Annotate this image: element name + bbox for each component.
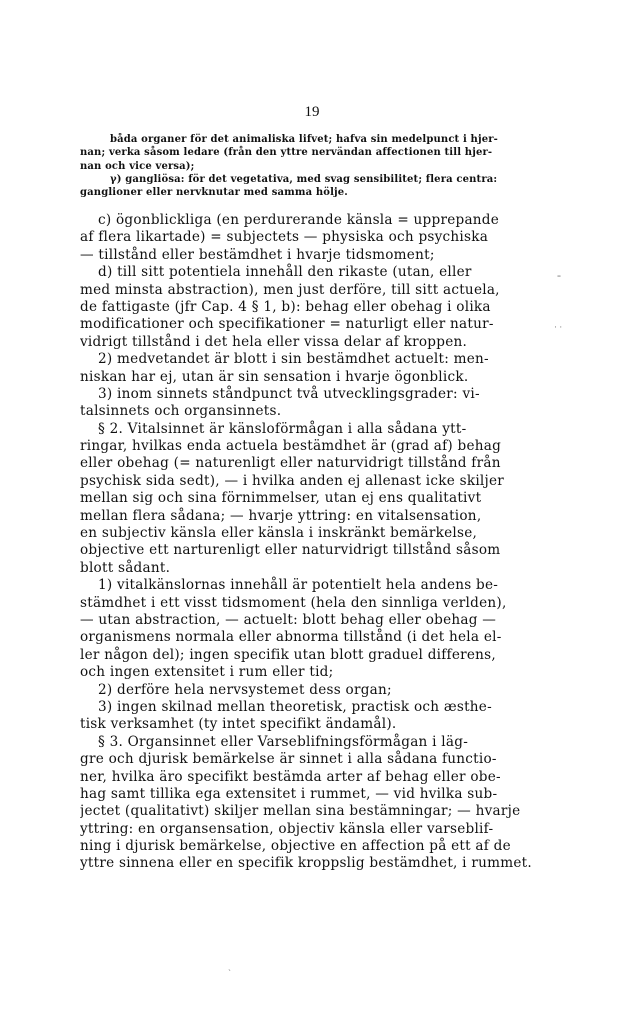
- text-line: gre och djurisk bemärkelse är sinnet i alla sådana functio-: [80, 751, 497, 768]
- footnote-line: nan och vice versa);: [80, 160, 195, 172]
- text-line: och ingen extensitet i rum eller tid;: [80, 664, 334, 681]
- text-line: stämdhet i ett visst tidsmoment (hela den sinnliga verlden),: [80, 594, 507, 611]
- stray-mark: -: [557, 268, 561, 282]
- page-number: 19: [304, 104, 320, 120]
- footnote-line: γ) gangliösa: för det vegetativa, med svag sensibilitet; flera centra:: [110, 173, 498, 185]
- text-line: 1) vitalkänslornas innehåll är potentielt hela andens be-: [98, 577, 499, 594]
- text-line: 2) medvetandet är blott i sin bestämdhet actuelt: men-: [98, 351, 489, 368]
- text-line: eller obehag (= naturenligt eller naturvidrigt tillstånd från: [80, 455, 501, 472]
- text-line: med minsta abstraction), men just derföre, till sitt actuela,: [80, 281, 500, 298]
- body-text: [80, 212, 532, 873]
- text-line: ner, hvilka äro specifikt bestämda arter af behag eller obe-: [80, 768, 501, 785]
- text-line: hag samt tillika ega extensitet i rummet, — vid hvilka sub-: [80, 785, 498, 802]
- text-line: af flera likartade) = subjectets — physiska och psychiska: [80, 229, 489, 246]
- text-line: modificationer och specifikationer = naturligt eller natur-: [80, 316, 494, 333]
- stray-mark: · ·: [554, 322, 563, 332]
- text-line: — utan abstraction, — actuelt: blott behag eller obehag —: [80, 611, 497, 628]
- text-line: vidrigt tillstånd i det hela eller vissa delar af kroppen.: [80, 333, 468, 350]
- text-line: jectet (qualitativt) skiljer mellan sina bestämningar; — hvarje: [80, 803, 521, 820]
- text-line: yttring: en organsensation, objectiv känsla eller varseblif-: [80, 820, 494, 837]
- text-line: ler någon del); ingen specifik utan blott graduel differens,: [80, 646, 496, 663]
- text-line: 3) inom sinnets ståndpunct två utvecklingsgrader: vi-: [98, 385, 480, 402]
- text-line: — tillstånd eller bestämdhet i hvarje tidsmoment;: [80, 246, 435, 263]
- footnote-line: ganglioner eller nervknutar med samma hölje.: [80, 187, 348, 199]
- text-line: organismens normala eller abnorma tillstånd (i det hela el-: [80, 629, 502, 646]
- text-line: ringar, hvilkas enda actuela bestämdhet är (grad af) behag: [80, 438, 502, 455]
- text-line: ning i djurisk bemärkelse, objective en affection på ett af de: [80, 838, 511, 855]
- text-line: de fattigaste (jfr Cap. 4 § 1, b): behag eller obehag i olika: [80, 298, 491, 315]
- text-line: mellan sig och sina förnimmelser, utan ej ens qualitativt: [80, 490, 482, 507]
- text-line: talsinnets och organsinnets.: [80, 403, 282, 420]
- text-line: mellan flera sådana; — hvarje yttring: en vitalsensation,: [80, 507, 482, 524]
- text-line: 2) derföre hela nervsystemet dess organ;: [98, 681, 392, 698]
- text-line: c) ögonblickliga (en perdurerande känsla = upprepande: [98, 212, 500, 228]
- text-line: d) till sitt potentiela innehåll den rikaste (utan, eller: [98, 264, 472, 281]
- text-line: psychisk sida sedt), — i hvilka anden ej allenast icke skiljer: [80, 472, 505, 489]
- section-heading-line: § 3. Organsinnet eller Varseblifningsförmågan i läg-: [98, 733, 469, 750]
- footnote-line: båda organer för det animaliska lifvet; hafva sin medelpunct i hjer-: [110, 134, 498, 145]
- text-line: niskan har ej, utan är sin sensation i hvarje ögonblick.: [80, 368, 469, 385]
- section-heading-line: § 2. Vitalsinnet är känsloförmågan i alla sådana ytt-: [98, 420, 467, 437]
- footnote-block: [80, 133, 532, 199]
- footnote-line: nan; verka såsom ledare (från den yttre nervändan affectionen till hjer-: [80, 147, 493, 159]
- text-line: 3) ingen skilnad mellan theoretisk, practisk och æsthe-: [98, 698, 492, 715]
- text-line: yttre sinnena eller en specifik kroppslig bestämdhet, i rummet.: [80, 855, 532, 872]
- text-line: en subjectiv känsla eller känsla i inskränkt bemärkelse,: [80, 525, 478, 542]
- stray-mark: `: [228, 968, 231, 978]
- text-line: blott sådant.: [80, 559, 171, 576]
- text-line: tisk verksamhet (ty intet specifikt ändamål).: [80, 716, 397, 733]
- text-line: objective ett narturenligt eller naturvidrigt tillstånd såsom: [80, 542, 501, 559]
